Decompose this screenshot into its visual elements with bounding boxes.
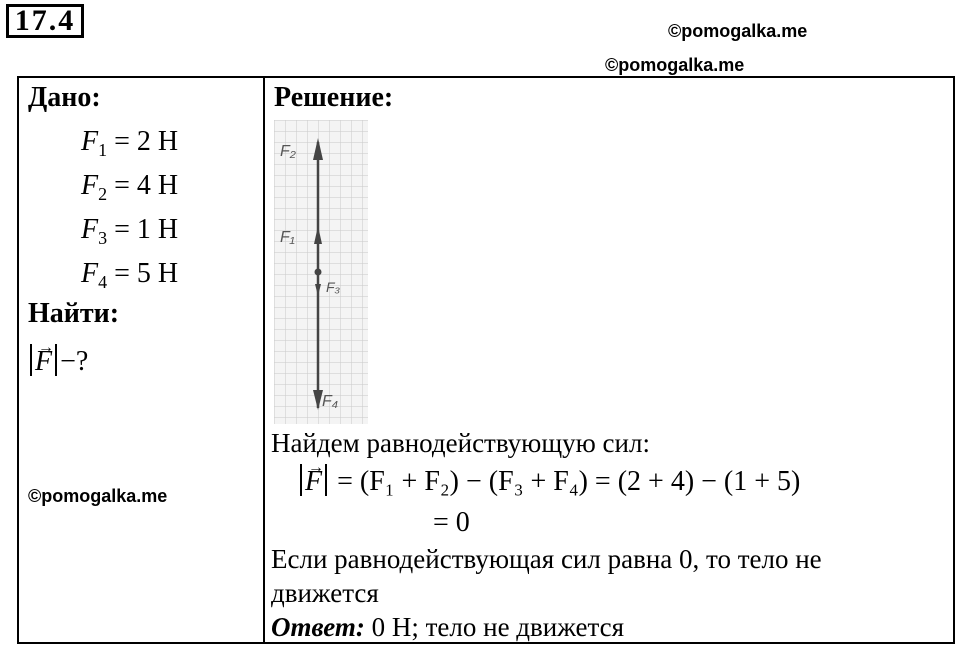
- find-expression: → F −?: [27, 344, 88, 380]
- application-point: [315, 269, 322, 276]
- problem-number: 17.4: [6, 4, 84, 38]
- watermark: ©pomogalka.me: [28, 486, 168, 506]
- given-list: [81, 124, 178, 300]
- given-item: $F_4 = 5$ Н: [81, 258, 179, 292]
- sketch-label-f4: F₄: [322, 393, 339, 410]
- vector-f: → F: [35, 344, 52, 380]
- column-divider: [263, 78, 265, 642]
- solution-title: Решение:: [274, 82, 394, 113]
- given-item: $F_2 = 4$ Н: [81, 170, 179, 204]
- solution-intro: Найдем равнодействующую сил:: [271, 428, 650, 458]
- sketch-label-f3: F₃: [326, 279, 341, 295]
- resultant-equation: → F = (F₁ + F₂) − (F₃ + F₄) = (2 + 4) − (1 + 5): [297, 464, 800, 500]
- watermark: ©pomogalka.me: [668, 21, 808, 41]
- given-title: Дано:: [28, 82, 101, 113]
- resultant-value: = 0: [433, 507, 470, 538]
- watermark: ©pomogalka.me: [605, 55, 745, 75]
- conclusion-line-1: Если равнодействующая сил равна 0, то тело не: [271, 544, 822, 574]
- given-item: $F_3 = 1$ Н: [81, 214, 179, 248]
- conclusion-line-2: движется: [271, 578, 379, 608]
- given-item: $F_1 = 2$ Н: [81, 126, 179, 160]
- answer: [271, 610, 624, 644]
- solution-table: [17, 76, 955, 644]
- force-sketch: [274, 120, 368, 424]
- answer-label: Ответ:: [271, 612, 365, 642]
- answer-text: 0 Н; тело не движется: [364, 612, 625, 642]
- sketch-label-f1: F₁: [280, 229, 295, 246]
- find-title: Найти:: [28, 298, 120, 329]
- sketch-label-f2: F₂: [280, 143, 296, 160]
